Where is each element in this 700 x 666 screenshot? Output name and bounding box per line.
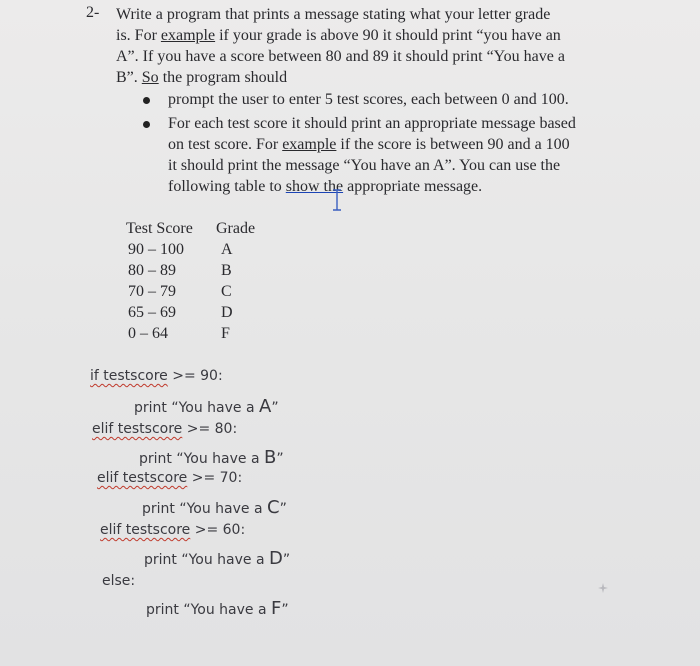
underlined-word: example — [160, 27, 216, 44]
table-cell-grade: A — [221, 241, 233, 258]
underlined-word: show the — [285, 178, 344, 195]
table-cell-grade: C — [221, 283, 232, 300]
intro-line-3: A”. If you have a score between 80 and 89 it should print “You have a — [116, 48, 565, 65]
grade-letter: A — [259, 396, 272, 417]
intro-line-4: B”. So the program should — [116, 69, 288, 86]
table-cell-grade: D — [221, 304, 233, 321]
code-condition-line: elif testscore >= 80: — [92, 421, 238, 437]
table-cell-score: 0 – 64 — [128, 325, 168, 342]
code-print-line: print “You have a D” — [144, 548, 291, 569]
question-number: 2- — [86, 4, 100, 21]
bullet-2-line-3: it should print the message “You have an A”. You can use the — [168, 157, 561, 174]
bullet-2-line-1: For each test score it should print an appropriate message based — [168, 115, 576, 132]
table-cell-score: 65 – 69 — [128, 304, 176, 321]
sparkle-icon — [598, 583, 608, 593]
bullet-2-line-4: following table to show the appropriate message. — [168, 178, 483, 195]
underlined-word: So — [141, 69, 159, 86]
code-keyword: elif testscore — [100, 522, 191, 538]
code-condition-line: else: — [102, 573, 136, 589]
table-cell-score: 70 – 79 — [128, 283, 176, 300]
intro-line-1: Write a program that prints a message stating what your letter grade — [116, 6, 551, 23]
bullet-dot — [143, 121, 150, 128]
code-condition-line: if testscore >= 90: — [90, 368, 223, 384]
code-print-line: print “You have a F” — [146, 598, 289, 619]
code-condition-line: elif testscore >= 60: — [100, 522, 246, 538]
table-cell-grade: B — [221, 262, 232, 279]
code-condition-line: elif testscore >= 70: — [97, 470, 243, 486]
bullet-dot — [143, 97, 150, 104]
grade-letter: F — [271, 598, 282, 619]
grade-letter: C — [267, 497, 280, 518]
code-print-line: print “You have a A” — [134, 396, 279, 417]
table-cell-score: 80 – 89 — [128, 262, 176, 279]
text-cursor-icon — [330, 189, 344, 211]
table-cell-grade: F — [221, 325, 230, 342]
code-keyword: if testscore — [90, 368, 168, 384]
bullet-2-line-2: on test score. For example if the score is between 90 and a 100 — [168, 136, 570, 153]
intro-line-2: is. For example if your grade is above 90 it should print “you have an — [116, 27, 561, 44]
table-cell-score: 90 – 100 — [128, 241, 184, 258]
code-print-line: print “You have a C” — [142, 497, 287, 518]
code-print-line: print “You have a B” — [139, 447, 284, 468]
code-keyword: elif testscore — [92, 421, 183, 437]
table-header-score: Test Score — [126, 220, 193, 237]
table-header-grade: Grade — [216, 220, 256, 237]
grade-letter: D — [269, 548, 283, 569]
bullet-1-line-1: prompt the user to enter 5 test scores, each between 0 and 100. — [168, 91, 569, 108]
underlined-word: example — [282, 136, 337, 153]
code-keyword: elif testscore — [97, 470, 188, 486]
grade-letter: B — [264, 447, 277, 468]
